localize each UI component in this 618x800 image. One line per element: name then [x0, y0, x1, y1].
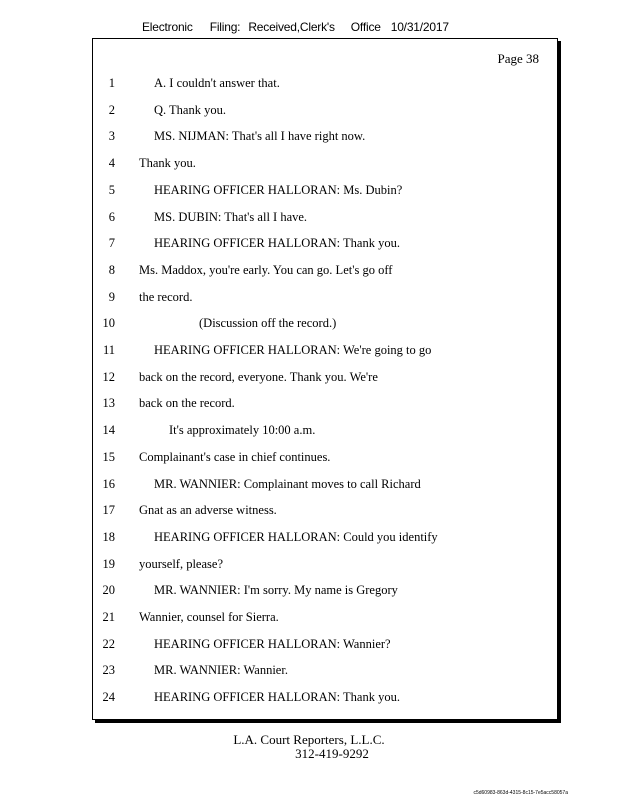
line-number: 9 [108, 289, 115, 304]
transcript-line-1 [93, 76, 557, 102]
filing-header-received: Received,Clerk's [248, 20, 335, 34]
transcript-line-21 [93, 610, 557, 636]
line-number: 8 [108, 262, 115, 277]
line-number: 23 [102, 663, 115, 678]
line-number: 21 [102, 610, 115, 624]
line-text: yourself, please? [139, 556, 223, 571]
transcript-line-14 [93, 423, 557, 449]
filing-header-office: Office [350, 20, 381, 34]
transcript-line-13 [93, 396, 557, 422]
transcript-line-22 [93, 637, 557, 663]
line-number: 5 [108, 182, 115, 197]
transcript-line-16 [93, 477, 557, 503]
transcript-line-18 [93, 530, 557, 556]
line-number: 4 [108, 156, 115, 171]
transcript-line-10 [93, 316, 557, 342]
line-number: 13 [102, 396, 115, 411]
line-number: 24 [102, 690, 115, 705]
line-text: (Discussion off the record.) [199, 316, 337, 331]
document-id: c5d60983-863d-4315-8c15-7e5acc58057a [473, 790, 568, 796]
line-text: Wannier, counsel for Sierra. [139, 610, 279, 624]
transcript-line-24 [93, 690, 557, 716]
line-number: 3 [108, 129, 115, 144]
transcript-line-17 [93, 503, 557, 529]
line-text: Q. Thank you. [154, 102, 226, 117]
transcript-line-5 [93, 183, 557, 209]
transcript-line-7 [93, 236, 557, 262]
transcript-line-6 [93, 210, 557, 236]
line-text: A. I couldn't answer that. [154, 76, 280, 90]
line-text: It's approximately 10:00 a.m. [169, 423, 316, 438]
line-text: HEARING OFFICER HALLORAN: Wannier? [154, 636, 391, 651]
reporter-company: L.A. Court Reporters, L.L.C. [233, 732, 385, 747]
line-text: Ms. Maddox, you're early. You can go. Let's go off [139, 262, 393, 277]
line-text: back on the record. [139, 396, 235, 411]
line-number: 12 [102, 369, 115, 384]
transcript-line-2 [93, 103, 557, 129]
line-number: 1 [108, 76, 115, 90]
line-number: 17 [102, 503, 115, 518]
transcript-line-4 [93, 156, 557, 182]
line-text: Gnat as an adverse witness. [139, 503, 277, 518]
line-text: HEARING OFFICER HALLORAN: Ms. Dubin? [154, 182, 403, 197]
line-number: 15 [102, 449, 115, 464]
line-text: Complainant's case in chief continues. [139, 449, 331, 464]
line-number: 18 [102, 529, 115, 544]
line-text: HEARING OFFICER HALLORAN: We're going to go [154, 343, 432, 357]
line-number: 16 [102, 476, 115, 491]
line-text: MR. WANNIER: Wannier. [154, 663, 288, 678]
filing-header-filing: Filing: [209, 20, 241, 34]
reporter-footer [0, 733, 618, 761]
line-number: 14 [102, 423, 115, 438]
line-number: 19 [102, 556, 115, 571]
filing-header-electronic: Electronic [142, 20, 193, 34]
line-number: 22 [102, 636, 115, 651]
line-text: Thank you. [139, 156, 196, 171]
line-text: HEARING OFFICER HALLORAN: Thank you. [154, 236, 400, 251]
transcript-line-19 [93, 557, 557, 583]
page-number: Page 38 [497, 51, 539, 66]
line-number: 2 [108, 102, 115, 117]
line-text: back on the record, everyone. Thank you. We're [139, 369, 378, 384]
filing-header [142, 20, 449, 34]
transcript-line-12 [93, 370, 557, 396]
transcript-line-15 [93, 450, 557, 476]
line-text: the record. [139, 289, 193, 304]
line-number: 20 [102, 583, 115, 598]
transcript-line-3 [93, 129, 557, 155]
line-number: 11 [102, 343, 115, 357]
transcript-line-8 [93, 263, 557, 289]
filing-header-date: 10/31/2017 [390, 20, 449, 34]
reporter-phone: 312-419-9292 [295, 746, 369, 761]
line-number: 10 [102, 316, 115, 331]
transcript-line-9 [93, 290, 557, 316]
line-text: MS. NIJMAN: That's all I have right now. [154, 129, 366, 144]
line-text: MS. DUBIN: That's all I have. [154, 209, 308, 224]
line-number: 6 [108, 209, 115, 224]
line-text: MR. WANNIER: I'm sorry. My name is Gregory [154, 583, 398, 598]
line-number: 7 [108, 236, 115, 251]
transcript-line-11 [93, 343, 557, 369]
transcript-line-23 [93, 663, 557, 689]
transcript-line-20 [93, 583, 557, 609]
line-text: HEARING OFFICER HALLORAN: Thank you. [154, 690, 400, 705]
line-text: HEARING OFFICER HALLORAN: Could you identify [154, 529, 438, 544]
line-text: MR. WANNIER: Complainant moves to call Richard [154, 476, 421, 491]
transcript-page [92, 38, 558, 720]
